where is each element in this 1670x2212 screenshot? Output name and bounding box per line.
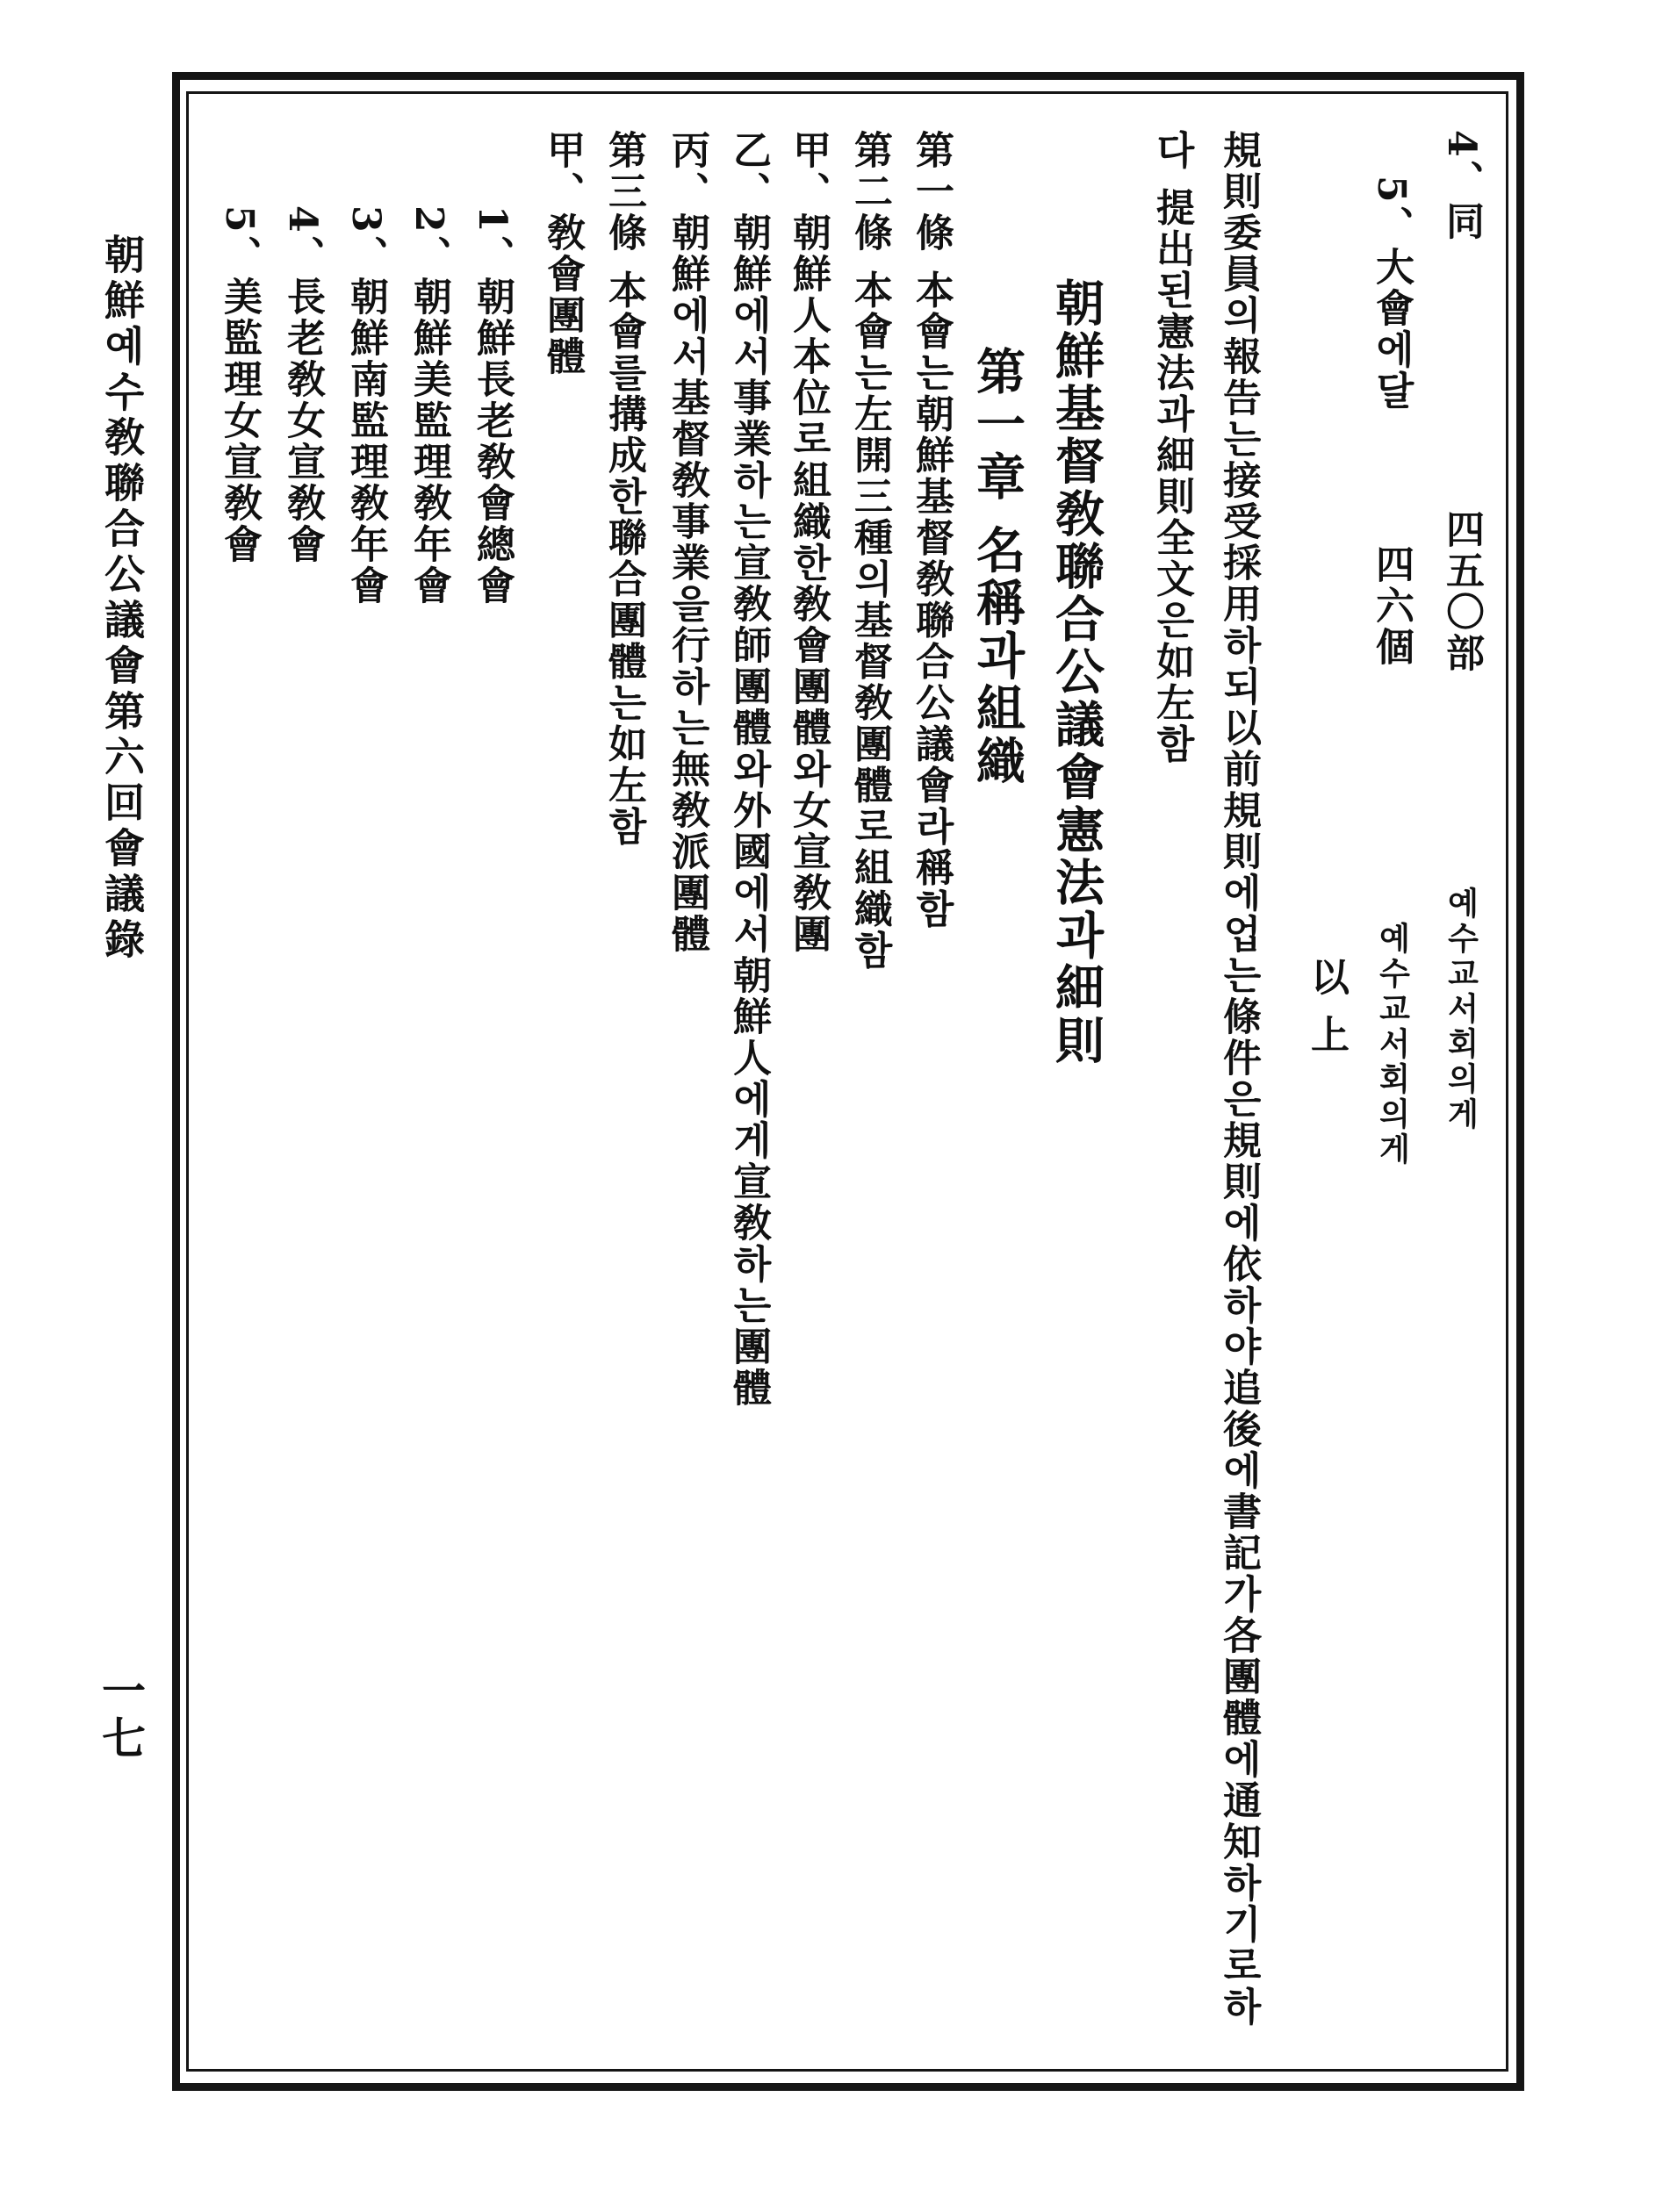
report-line-2: 다 提出된憲法과細則全文은如左함 xyxy=(1149,130,1194,765)
church-list-item-2: 2、朝鮮美監理敎年會 xyxy=(407,205,451,607)
article-3: 第三條 本會를搆成한聯合團體는如左함 xyxy=(601,130,646,848)
item-5-count: 四六個 xyxy=(1369,544,1414,668)
article-2-item-c: 丙、朝鮮에서基督敎事業을行하는無敎派團體 xyxy=(665,130,709,955)
article-2-item-a: 甲、朝鮮人本位로組織한敎會團體와女宣敎團 xyxy=(786,130,831,955)
church-list-item-4: 4、長老敎女宣敎會 xyxy=(280,205,325,565)
document-title: 朝鮮基督敎聯合公議會憲法과細則 xyxy=(1047,277,1105,1067)
page-number: 一七 xyxy=(95,1668,147,1763)
article-2: 第二條 本會는左開三種의基督敎團體로組織함 xyxy=(847,130,892,972)
report-line-1: 規則委員의報告는接受採用하되以前規則에업는條件은規則에依하야追後에書記가各團體에通知하기로하 xyxy=(1216,130,1261,2028)
item-4-count: 四五〇部 xyxy=(1439,509,1484,674)
church-list-item-5: 5、美監理女宣敎會 xyxy=(217,205,262,565)
church-list-item-3: 3、朝鮮南監理敎年會 xyxy=(343,205,388,607)
running-header: 朝鮮예수敎聯合公議會第六回會議錄 xyxy=(98,233,146,964)
article-2-item-b: 乙、朝鮮에서事業하는宣敎師團體와外國에서朝鮮人에게宣敎하는團體 xyxy=(726,130,771,1409)
article-1: 第一條 本會는朝鮮基督敎聯合公議會라稱함 xyxy=(909,130,954,930)
closing-mark: 以 上 xyxy=(1304,957,1349,1056)
item-4-label: 4、同 xyxy=(1439,130,1484,242)
article-3-item-a: 甲、敎會團體 xyxy=(540,130,585,377)
chapter-title: 第一章 名稱과組織 xyxy=(968,346,1026,788)
item-4-recipient: 예수교서회의게 xyxy=(1443,887,1479,1132)
item-5-label: 5、大會에달 xyxy=(1369,176,1414,412)
item-5-recipient: 예수교서회의게 xyxy=(1374,922,1411,1167)
church-list-item-1: 1、朝鮮長老敎會總會 xyxy=(470,205,515,607)
